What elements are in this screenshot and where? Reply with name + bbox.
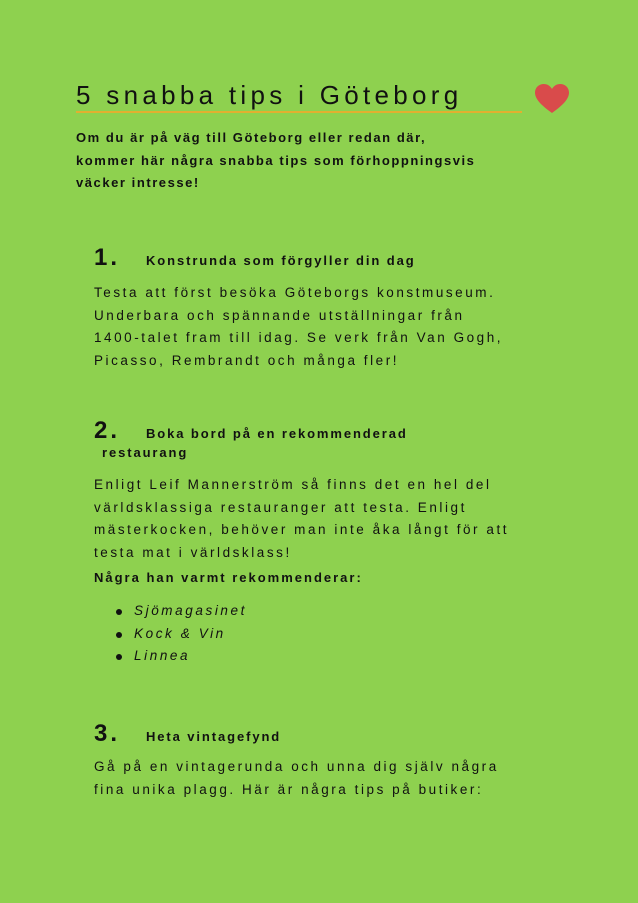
body-line: världsklassiga restauranger att testa. Enligt xyxy=(94,499,467,515)
section-number: 2. xyxy=(94,417,121,444)
section-3-heading xyxy=(94,720,281,748)
body-line: Enligt Leif Mannerström så finns det en hel del xyxy=(94,477,492,492)
list-item xyxy=(94,623,247,646)
section-2-heading-cont: restaurang xyxy=(102,445,189,460)
body-line: 1400-talet fram till idag. Se verk från Van Gogh, xyxy=(94,330,504,345)
section-title: Heta vintagefynd xyxy=(146,729,282,744)
recommendations-list xyxy=(94,600,247,668)
section-2-heading xyxy=(94,417,408,445)
recommendations-subheading: Några han varmt rekommenderar: xyxy=(94,570,363,585)
list-item-label: Kock & Vin xyxy=(134,625,226,641)
body-line: fina unika plagg. Här är några tips på butiker: xyxy=(94,781,484,797)
heart-icon xyxy=(535,84,569,114)
intro-line: väcker intresse! xyxy=(76,175,200,190)
section-number: 3. xyxy=(94,720,121,747)
body-line: mästerkocken, behöver man inte åka långt för att xyxy=(94,522,510,537)
bullet-icon xyxy=(116,632,122,638)
list-item xyxy=(94,600,247,623)
section-title: Konstrunda som förgyller din dag xyxy=(146,253,416,268)
body-line: Testa att först besöka Göteborgs konstmuseum. xyxy=(94,285,496,300)
body-line: testa mat i världsklass! xyxy=(94,544,292,560)
section-2-body xyxy=(94,474,509,564)
body-line: Picasso, Rembrandt och många fler! xyxy=(94,352,400,368)
title-block xyxy=(76,80,570,110)
list-item-label: Sjömagasinet xyxy=(134,603,247,618)
section-number: 1. xyxy=(94,244,121,271)
list-item-label: Linnea xyxy=(134,648,191,663)
intro-paragraph xyxy=(76,127,576,195)
section-title: Boka bord på en rekommenderad xyxy=(146,426,408,441)
page-title: 5 snabba tips i Göteborg xyxy=(76,80,463,110)
body-line: Underbara och spännande utställningar från xyxy=(94,307,465,323)
body-line: Gå på en vintagerunda och unna dig själv några xyxy=(94,759,499,774)
section-1-body xyxy=(94,282,503,372)
list-item xyxy=(94,645,247,668)
section-1-heading xyxy=(94,244,416,272)
section-3-body xyxy=(94,756,499,801)
bullet-icon xyxy=(116,609,122,615)
intro-line: kommer här några snabba tips som förhoppningsvis xyxy=(76,152,476,168)
title-underline xyxy=(76,111,522,113)
intro-line: Om du är på väg till Göteborg eller redan där, xyxy=(76,130,427,145)
bullet-icon xyxy=(116,654,122,660)
